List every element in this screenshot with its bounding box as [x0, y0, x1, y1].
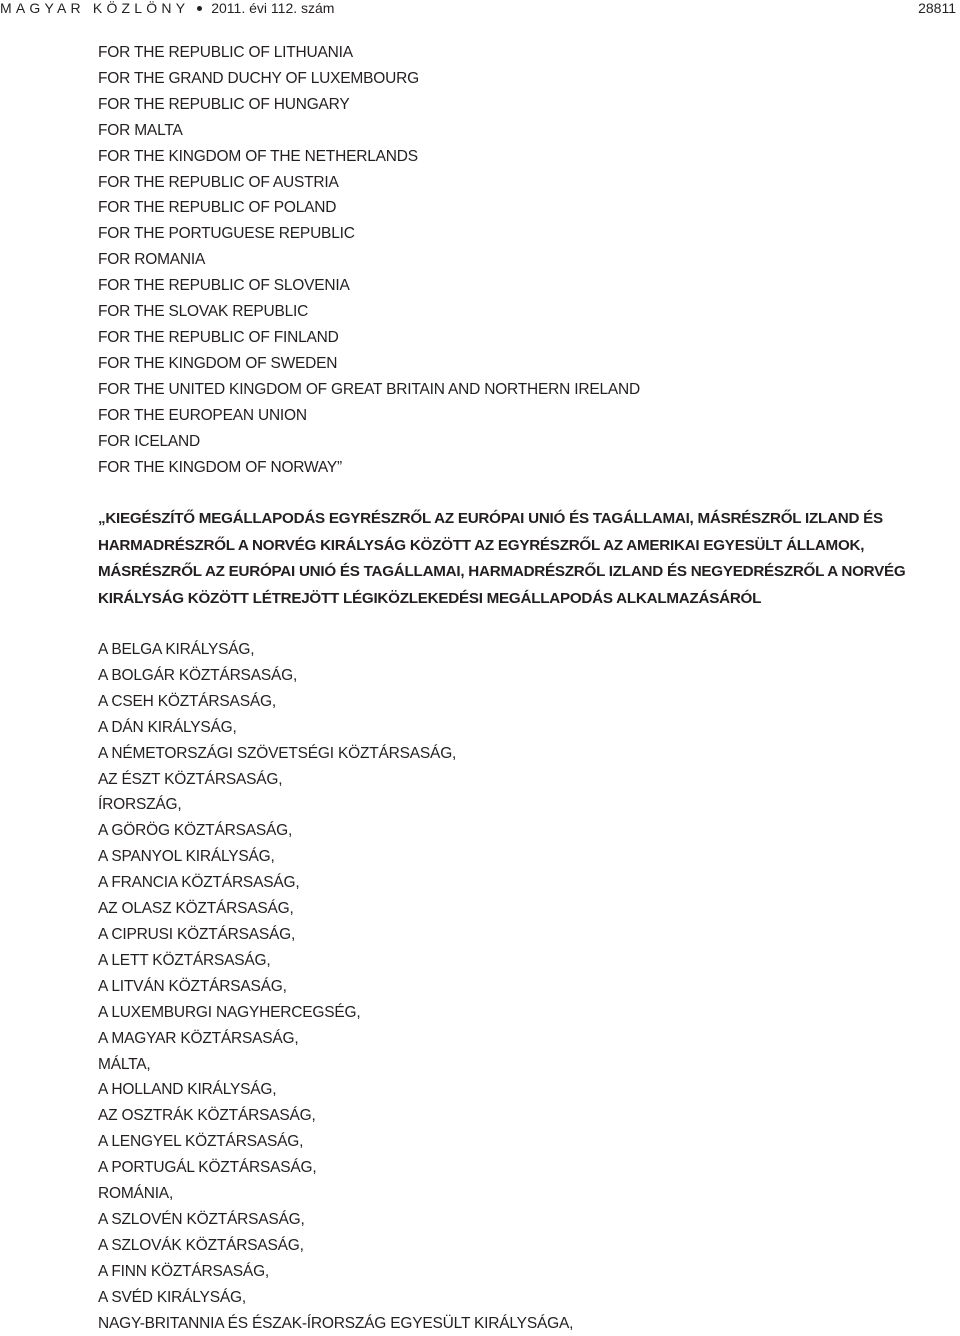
signatory-line: FOR THE REPUBLIC OF POLAND — [98, 199, 337, 217]
page-number: 28811 — [918, 0, 956, 16]
english-signatory-list — [98, 40, 640, 480]
agreement-title: „KIEGÉSZÍTŐ MEGÁLLAPODÁS EGYRÉSZRŐL AZ EURÓPAI UNIÓ ÉS TAGÁLLAMAI, MÁSRÉSZRŐL IZLAND ÉS HARMADRÉSZRŐL A NORVÉG KIRÁLYSÁG KÖZÖTT AZ EGYRÉSZRŐL AZ AMERIKAI EGYESÜLT ÁLLAMOK, MÁSRÉSZRŐL AZ EURÓPAI UNIÓ ÉS TAGÁLLAMAI, HARMADRÉSZRŐL IZLAND ÉS NEGYEDRÉSZRŐL A NORVÉG KIRÁLYSÁG KÖZÖTT LÉTREJÖTT LÉGIKÖZLEKEDÉSI MEGÁLLAPODÁS ALKALMAZÁSÁRÓL — [98, 510, 906, 607]
party-line: NAGY-BRITANNIA ÉS ÉSZAK-ÍRORSZÁG EGYESÜLT KIRÁLYSÁGA, — [98, 1314, 574, 1332]
party-line: A SVÉD KIRÁLYSÁG, — [98, 1288, 246, 1306]
signatory-line: FOR MALTA — [98, 121, 183, 139]
signatory-line: FOR THE UNITED KINGDOM OF GREAT BRITAIN AND NORTHERN IRELAND — [98, 380, 641, 398]
party-line: A SPANYOL KIRÁLYSÁG, — [98, 848, 275, 866]
signatory-line: FOR THE REPUBLIC OF FINLAND — [98, 328, 339, 346]
party-line: ROMÁNIA, — [98, 1185, 174, 1203]
party-line: A HOLLAND KIRÁLYSÁG, — [98, 1081, 277, 1099]
party-line: A DÁN KIRÁLYSÁG, — [98, 718, 237, 736]
party-line: A PORTUGÁL KÖZTÁRSASÁG, — [98, 1159, 317, 1177]
page-header — [0, 0, 960, 18]
party-line: A LENGYEL KÖZTÁRSASÁG, — [98, 1133, 304, 1151]
signatory-line: FOR THE REPUBLIC OF AUSTRIA — [98, 173, 339, 191]
party-line: AZ OSZTRÁK KÖZTÁRSASÁG, — [98, 1107, 316, 1125]
journal-masthead — [0, 0, 334, 16]
party-line: A LUXEMBURGI NAGYHERCEGSÉG, — [98, 1003, 361, 1021]
party-line: A MAGYAR KÖZTÁRSASÁG, — [98, 1029, 299, 1047]
signatory-line: FOR THE KINGDOM OF SWEDEN — [98, 354, 338, 372]
party-line: A SZLOVÉN KÖZTÁRSASÁG, — [98, 1210, 305, 1228]
party-line: ÍRORSZÁG, — [98, 796, 182, 814]
party-line: A GÖRÖG KÖZTÁRSASÁG, — [98, 822, 293, 840]
signatory-line: FOR THE SLOVAK REPUBLIC — [98, 303, 309, 321]
signatory-line: FOR THE GRAND DUCHY OF LUXEMBOURG — [98, 69, 419, 87]
party-line: A CIPRUSI KÖZTÁRSASÁG, — [98, 925, 296, 943]
journal-name: MAGYAR KÖZLÖNY — [0, 0, 190, 16]
party-line: A FINN KÖZTÁRSASÁG, — [98, 1262, 270, 1280]
signatory-line: FOR THE KINGDOM OF THE NETHERLANDS — [98, 147, 418, 165]
party-line: A BELGA KIRÁLYSÁG, — [98, 641, 255, 658]
party-line: A LETT KÖZTÁRSASÁG, — [98, 951, 271, 969]
party-line: A LITVÁN KÖZTÁRSASÁG, — [98, 977, 287, 995]
signatory-line: FOR ROMANIA — [98, 251, 206, 269]
party-line: AZ ÉSZT KÖZTÁRSASÁG, — [98, 770, 283, 788]
party-line: A NÉMETORSZÁGI SZÖVETSÉGI KÖZTÁRSASÁG, — [98, 744, 457, 762]
party-line: A FRANCIA KÖZTÁRSASÁG, — [98, 874, 300, 892]
signatory-line: FOR THE EUROPEAN UNION — [98, 406, 307, 424]
signatory-line: FOR THE KINGDOM OF NORWAY” — [98, 458, 342, 476]
signatory-line: FOR THE REPUBLIC OF SLOVENIA — [98, 277, 350, 295]
issue-label: 2011. évi 112. szám — [211, 0, 335, 16]
party-line: MÁLTA, — [98, 1055, 151, 1073]
party-line: A BOLGÁR KÖZTÁRSASÁG, — [98, 666, 298, 684]
signatory-line: FOR ICELAND — [98, 432, 201, 450]
bullet-separator — [197, 6, 202, 11]
party-line: AZ OLASZ KÖZTÁRSASÁG, — [98, 900, 294, 918]
signatory-line: FOR THE PORTUGUESE REPUBLIC — [98, 225, 355, 243]
party-line: A SZLOVÁK KÖZTÁRSASÁG, — [98, 1236, 304, 1254]
hungarian-party-list — [98, 637, 573, 1336]
party-line: A CSEH KÖZTÁRSASÁG, — [98, 692, 276, 710]
signatory-line: FOR THE REPUBLIC OF HUNGARY — [98, 95, 350, 113]
signatory-line: FOR THE REPUBLIC OF LITHUANIA — [98, 44, 353, 61]
